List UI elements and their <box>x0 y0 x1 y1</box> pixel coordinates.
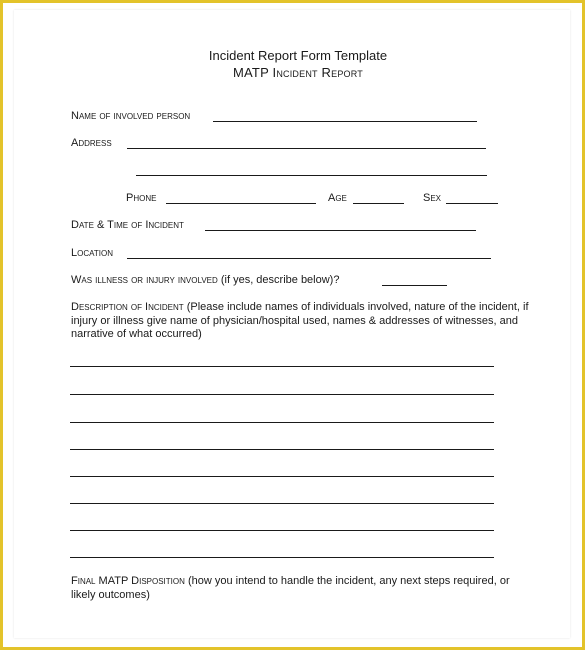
description-line-2[interactable] <box>70 394 494 395</box>
location-field-line[interactable] <box>127 258 491 259</box>
age-field-line[interactable] <box>353 203 404 204</box>
name-field-line[interactable] <box>213 121 477 122</box>
description-instructions: (Please include names of individuals involved, nature of the incident, if injury or illness give name of physician/hospital used, names & addresses of witnesses, and narrative of what occurred) <box>71 301 529 340</box>
disposition-instructions: (how you intend to handle the incident, any next steps required, or likely outcomes) <box>71 575 510 601</box>
datetime-label: Date & Time of Incident <box>71 219 184 231</box>
illness-label <box>71 274 339 286</box>
description-line-8[interactable] <box>70 557 494 558</box>
age-label: Age <box>328 192 347 204</box>
phone-field-line[interactable] <box>166 203 316 204</box>
form-title: Incident Report Form Template <box>208 48 388 63</box>
disposition-block <box>71 575 531 602</box>
description-block <box>71 301 531 342</box>
sex-field-line[interactable] <box>446 203 498 204</box>
name-label: Name of involved person <box>71 110 191 122</box>
illness-label-text: Was illness or injury involved <box>71 274 218 286</box>
description-line-7[interactable] <box>70 530 494 531</box>
address-label: Address <box>71 137 112 149</box>
description-line-5[interactable] <box>70 476 494 477</box>
description-label: Description of Incident <box>71 301 184 313</box>
datetime-field-line[interactable] <box>205 230 476 231</box>
disposition-label: Final MATP Disposition <box>71 575 185 587</box>
location-label: Location <box>71 247 113 259</box>
description-line-6[interactable] <box>70 503 494 504</box>
phone-label: Phone <box>126 192 157 204</box>
description-line-4[interactable] <box>70 449 494 450</box>
form-subtitle: MATP Incident Report <box>233 65 363 80</box>
description-line-3[interactable] <box>70 422 494 423</box>
address-field-line-1[interactable] <box>127 148 486 149</box>
illness-hint-text: (if yes, describe below)? <box>220 274 340 286</box>
sex-label: Sex <box>423 192 442 204</box>
illness-field-line[interactable] <box>382 285 447 286</box>
description-line-1[interactable] <box>70 366 494 367</box>
address-field-line-2[interactable] <box>136 175 487 176</box>
